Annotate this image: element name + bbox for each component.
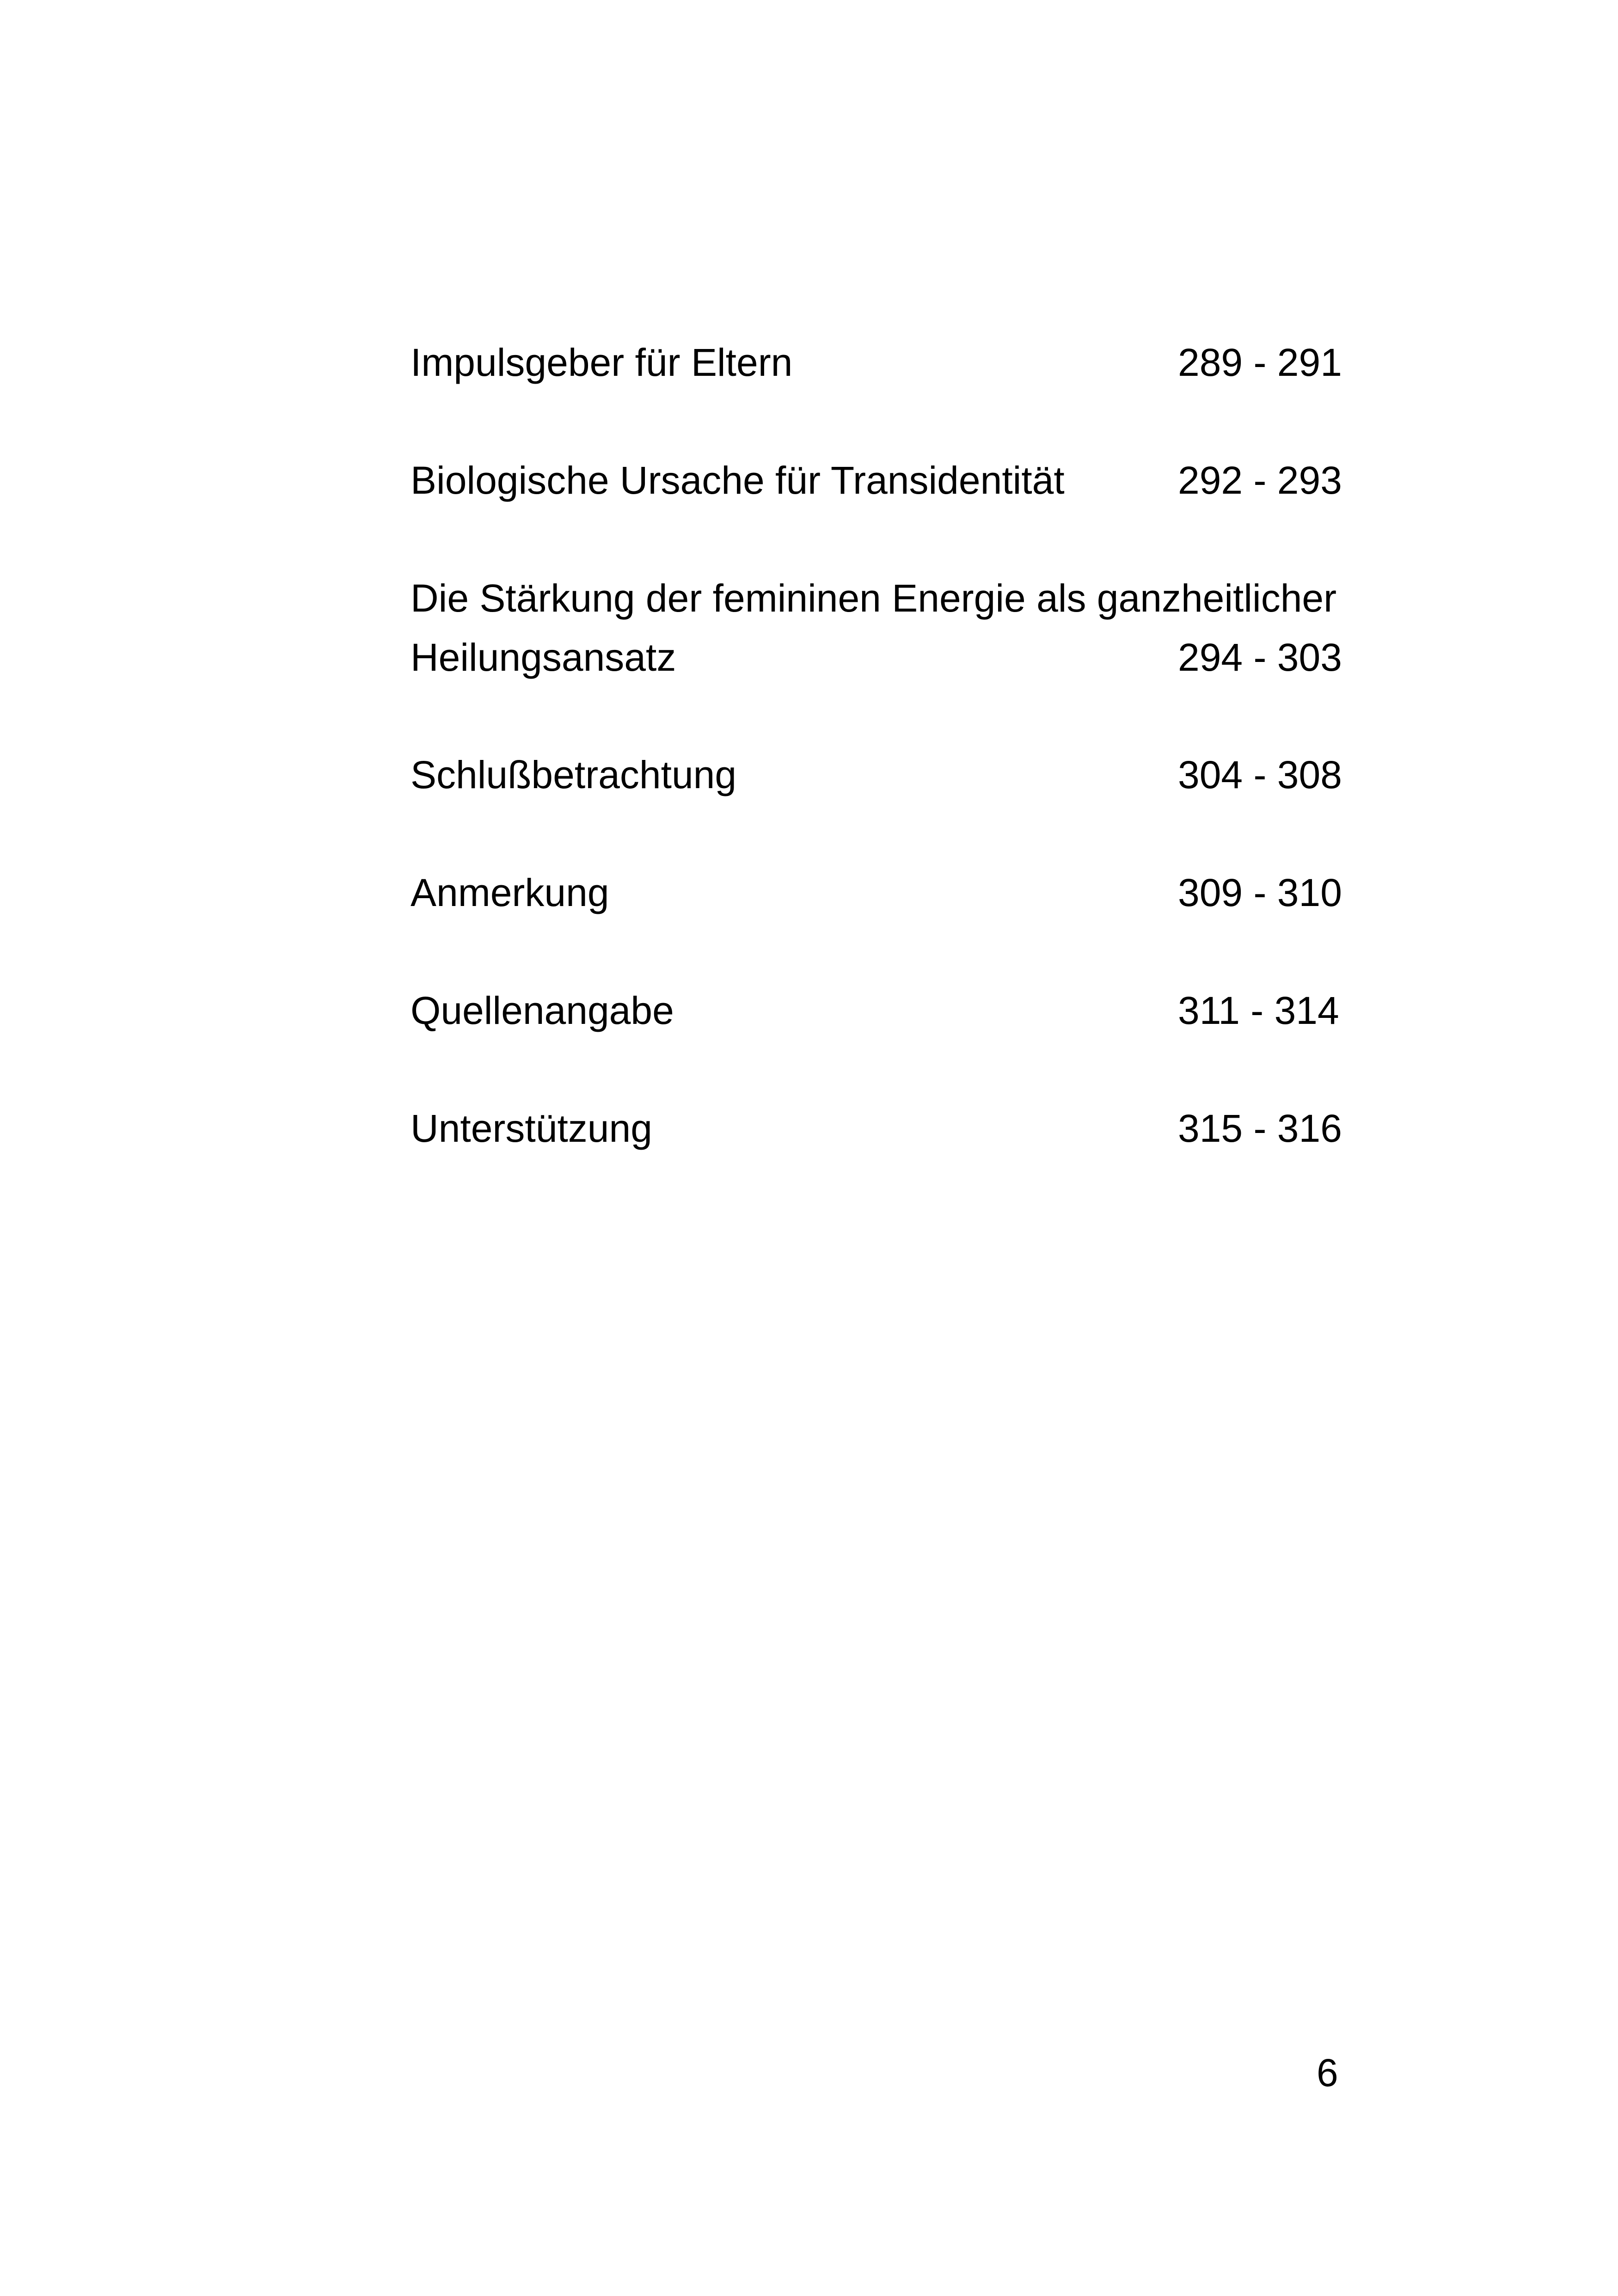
- toc-entry-pages: 292 - 293: [1178, 459, 1342, 502]
- toc-entry-title: Anmerkung: [411, 871, 609, 914]
- toc-entry-title-line2: Heilungsansatz: [411, 636, 676, 679]
- toc-entry-title: Schlußbetrachtung: [411, 753, 737, 796]
- toc-entry-title: Unterstützung: [411, 1107, 652, 1150]
- toc-entry-pages: 289 - 291: [1178, 341, 1342, 384]
- toc-entry-title: Impulsgeber für Eltern: [411, 341, 793, 384]
- toc-entry-title: Quellenangabe: [411, 989, 674, 1032]
- toc-entry-title: Die Stärkung der femininen Energie als ganzheitlicher: [411, 576, 1337, 620]
- toc-entry-pages: 311 - 314: [1178, 989, 1339, 1032]
- toc-entry-pages: 294 - 303: [1178, 636, 1342, 679]
- toc-entry-pages: 304 - 308: [1178, 753, 1342, 796]
- toc-entry-title: Biologische Ursache für Transidentität: [411, 459, 1065, 502]
- toc-entry-feminine-energie: [411, 569, 1342, 687]
- toc-entry-pages: 315 - 316: [1178, 1107, 1342, 1150]
- toc-entry-pages: 309 - 310: [1178, 871, 1342, 914]
- page-number: 6: [1317, 2051, 1338, 2094]
